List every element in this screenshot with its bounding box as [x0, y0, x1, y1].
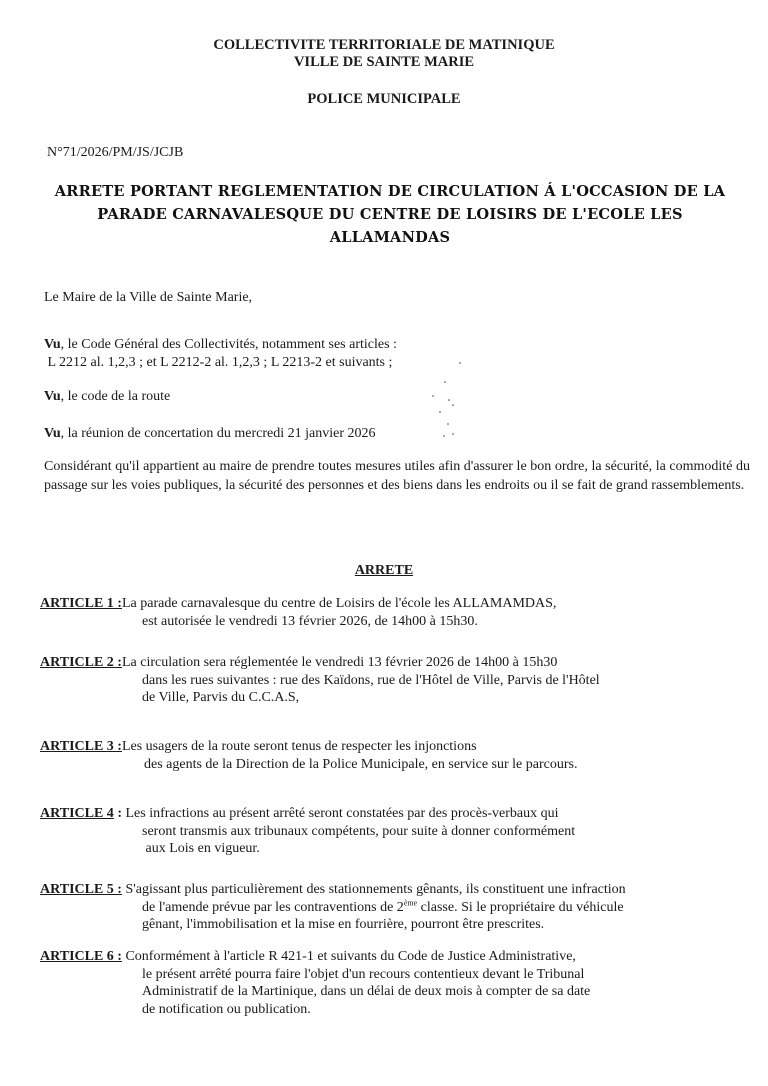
article-text: de l'amende prévue par les contraventions de 2	[142, 899, 404, 915]
article-text: des agents de la Direction de la Police Municipale, en service sur le parcours.	[144, 756, 578, 772]
arrete-heading: ARRETE	[354, 563, 414, 578]
article-label: ARTICLE 2 :	[40, 655, 122, 670]
article-text: La parade carnavalesque du centre de Loisirs de l'école les ALLAMAMDAS,	[121, 596, 557, 611]
article-text: de notification ou publication.	[142, 1001, 311, 1017]
article-text: Conformément à l'article R 421-1 et suivants du Code de Justice Administrative,	[125, 949, 576, 964]
article-label: ARTICLE 1 :	[40, 596, 122, 611]
article-text: gênant, l'immobilisation et la mise en fourrière, pourront être prescrites.	[142, 917, 545, 932]
header-ville: VILLE DE SAINTE MARIE	[293, 54, 475, 70]
vu-code-general	[44, 336, 397, 372]
mayor-line: Le Maire de la Ville de Sainte Marie,	[44, 290, 253, 305]
article-5	[40, 881, 740, 934]
article-text: S'agissant plus particulièrement des stationnements gênants, ils constituent une infraction	[125, 882, 626, 897]
vu-code-route	[44, 388, 170, 406]
title-line-2: PARADE CARNAVALESQUE DU CENTRE DE LOISIRS DE L'ECOLE LES	[97, 206, 683, 223]
article-text: le présent arrêté pourra faire l'objet d'un recours contentieux devant le Tribunal	[142, 966, 585, 982]
title-line-1: ARRETE PORTANT REGLEMENTATION DE CIRCULATION Á L'OCCASION DE LA	[54, 183, 726, 200]
vu-label: Vu	[44, 389, 61, 404]
reference-number: N°71/2026/PM/JS/JCJB	[47, 145, 184, 160]
article-1	[40, 595, 740, 630]
article-2	[40, 654, 740, 707]
article-text: seront transmis aux tribunaux compétents, pour suite à donner conformément	[142, 823, 576, 839]
article-text: Les usagers de la route seront tenus de respecter les injonctions	[121, 739, 477, 754]
vu-text: , le Code Général des Collectivités, notamment ses articles :	[60, 337, 397, 352]
article-text: Les infractions au présent arrêté seront constatées par des procès-verbaux qui	[125, 806, 559, 821]
article-text: dans les rues suivantes : rue des Kaïdons, rue de l'Hôtel de Ville, Parvis de l'Hôtel	[142, 672, 600, 688]
article-label: ARTICLE 4	[40, 806, 114, 821]
vu-text: , le code de la route	[60, 389, 171, 404]
vu-articles: L 2212 al. 1,2,3 ; et L 2212-2 al. 1,2,3 ; L 2213-2 et suivants ;	[44, 355, 393, 370]
article-label: ARTICLE 3 :	[40, 739, 122, 754]
article-label: ARTICLE 6 :	[40, 949, 122, 964]
article-3	[40, 738, 740, 773]
article-text: Administratif de la Martinique, dans un délai de deux mois à compter de sa date	[142, 984, 591, 999]
header-police: POLICE MUNICIPALE	[307, 91, 461, 107]
ordinal-suffix: ème	[403, 897, 418, 907]
article-text: est autorisée le vendredi 13 février 2026, de 14h00 à 15h30.	[142, 613, 478, 629]
article-4	[40, 805, 740, 858]
title-line-3: ALLAMANDAS	[329, 229, 451, 246]
vu-label: Vu	[44, 426, 61, 441]
article-text: de Ville, Parvis du C.C.A.S,	[142, 690, 300, 705]
vu-reunion	[44, 425, 376, 443]
article-label: ARTICLE 5 :	[40, 882, 122, 897]
vu-text: , la réunion de concertation du mercredi 21 janvier 2026	[60, 426, 376, 441]
article-text: aux Lois en vigueur.	[142, 841, 260, 856]
vu-label: Vu	[44, 337, 61, 352]
article-text: La circulation sera réglementée le vendredi 13 février 2026 de 14h00 à 15h30	[121, 655, 558, 670]
header-collectivite: COLLECTIVITE TERRITORIALE DE MATINIQUE	[213, 37, 555, 53]
article-6	[40, 948, 740, 1018]
article-label-suffix: :	[113, 806, 122, 821]
document-title	[40, 180, 740, 249]
article-text: classe. Si le propriétaire du véhicule	[417, 899, 624, 915]
considerant-paragraph: Considérant qu'il appartient au maire de prendre toutes mesures utiles afin d'assurer le bon ordre, la sécurité, la commodité du passage sur les voies publiques, la sécurité des personnes et des biens dans les endroits ou il se fait de grand rassemblements.	[44, 459, 750, 493]
